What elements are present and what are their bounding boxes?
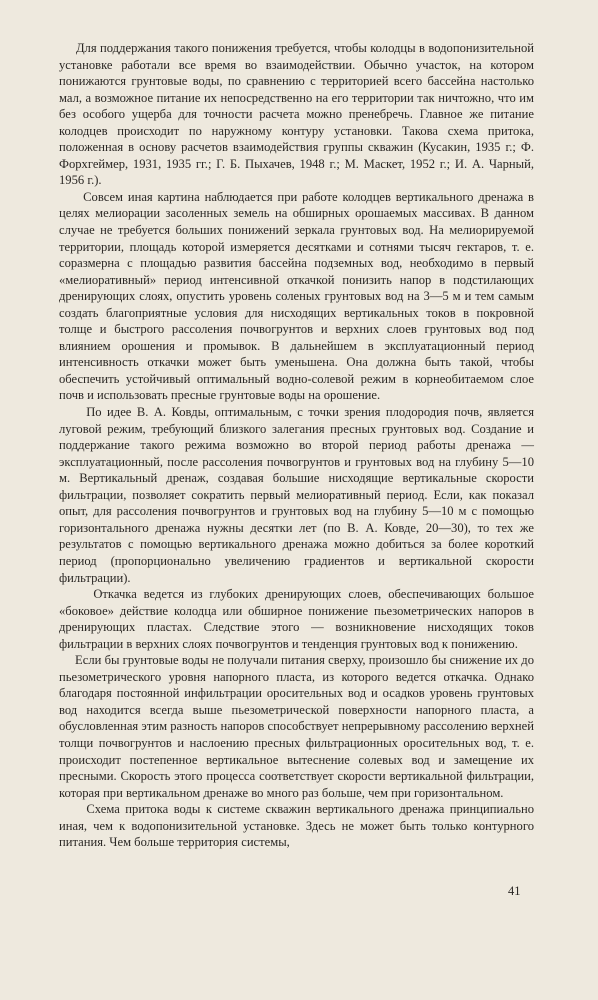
page-number: 41	[508, 884, 521, 898]
paragraph: Если бы грунтовые воды не получали питания сверху, произошло бы снижение их до пьезометрического уровня напорного пласта, из которого ведется откачка. Однако благодаря постоянной инфильтрации оросительных вод и осадков уровень грунтовых вод находится всегда выше пьезометрической поверхности напорного пласта, а обусловленная этим разность напоров способствует непрерывному рассолению верхней толщи почвогрунтов и наслоению пресных фильтрационных оросительных вод, т. е. происходит постепенное вертикальное вытеснение солевых вод и замещение их пресными. Скорость этого процесса соответствует скорости вертикальной фильтрации, которая при вертикальном дренаже во много раз больше, чем при горизонтальном.	[59, 653, 534, 800]
paragraph: Откачка ведется из глубоких дренирующих слоев, обеспечивающих большое «боковое» действие колодца или обширное понижение пьезометрических напоров в дренирующих пластах. Следствие этого — возникновение нисходящих токов фильтрации в верхних слоях почвогрунтов и тенденция грунтовых вод к понижению.	[59, 587, 534, 651]
paragraph: Схема притока воды к системе скважин вертикального дренажа принципиально иная, чем к водопонизительной установке. Здесь не может быть только контурного питания. Чем больше территория системы,	[59, 802, 534, 850]
body-text	[59, 40, 534, 851]
paragraph: По идее В. А. Ковды, оптимальным, с точки зрения плодородия почв, является луговой режим, требующий близкого залегания пресных грунтовых вод. Создание и поддержание такого режима возможно во второй период работы дренажа — эксплуатационный, после рассоления почвогрунтов и грунтовых вод на глубину 5—10 м. Вертикальный дренаж, создавая большие нисходящие вертикальные скорости фильтрации, позволяет сократить первый мелиоративный период. Если, как показал опыт, для рассоления почвогрунтов и грунтовых вод на глубину 5—10 м с помощью горизонтального дренажа нужны десятки лет (по В. А. Ковде, 20—30), то тех же результатов с помощью вертикального дренажа можно добиться за более короткий период (пропорционально увеличению градиентов и вертикальной скорости фильтрации).	[59, 405, 534, 585]
paragraph: Для поддержания такого понижения требуется, чтобы колодцы в водопонизительной установке работали все время во взаимодействии. Обычно участок, на котором понижаются грунтовые воды, по сравнению с территорией всего бассейна настолько мал, а возможное питание их непосредственно на его территории так ничтожно, что им без особого ущерба для точности расчета можно пренебречь. Главное же питание колодцев происходит по наружному контуру установки. Такова схема притока, положенная в основу расчетов взаимодействия группы скважин (Кусакин, 1935 г.; Ф. Форхгеймер, 1931, 1935 гг.; Г. Б. Пыхачев, 1948 г.; М. Маскет, 1952 г.; И. А. Чарный, 1956 г.).	[59, 41, 534, 188]
paragraph: Совсем иная картина наблюдается при работе колодцев вертикального дренажа в целях мелиорации засоленных земель на обширных орошаемых массивах. В данном случае не требуется больших понижений зеркала грунтовых вод. На мелиорируемой территории, площадь которой измеряется десятками и сотнями тысяч гектаров, т. е. соразмерна с площадью развития бассейна подземных вод, необходимо в первый «мелиоративный» период интенсивной откачкой понизить напор в подстилающих дренирующих слоях, опустить уровень соленых грунтовых вод на 3—5 м и тем самым создать благоприятные условия для нисходящих вертикальных токов в покровной толще и быстрого рассоления почвогрунтов и верхних слоев грунтовых вод под влиянием орошения и промывок. В дальнейшем в эксплуатационный период интенсивность откачки может быть уменьшена. Она должна быть такой, чтобы обеспечить устойчивый оптимальный водно-солевой режим в корнеобитаемом слое почв и использовать пресные грунтовые воды на орошение.	[59, 189, 534, 403]
